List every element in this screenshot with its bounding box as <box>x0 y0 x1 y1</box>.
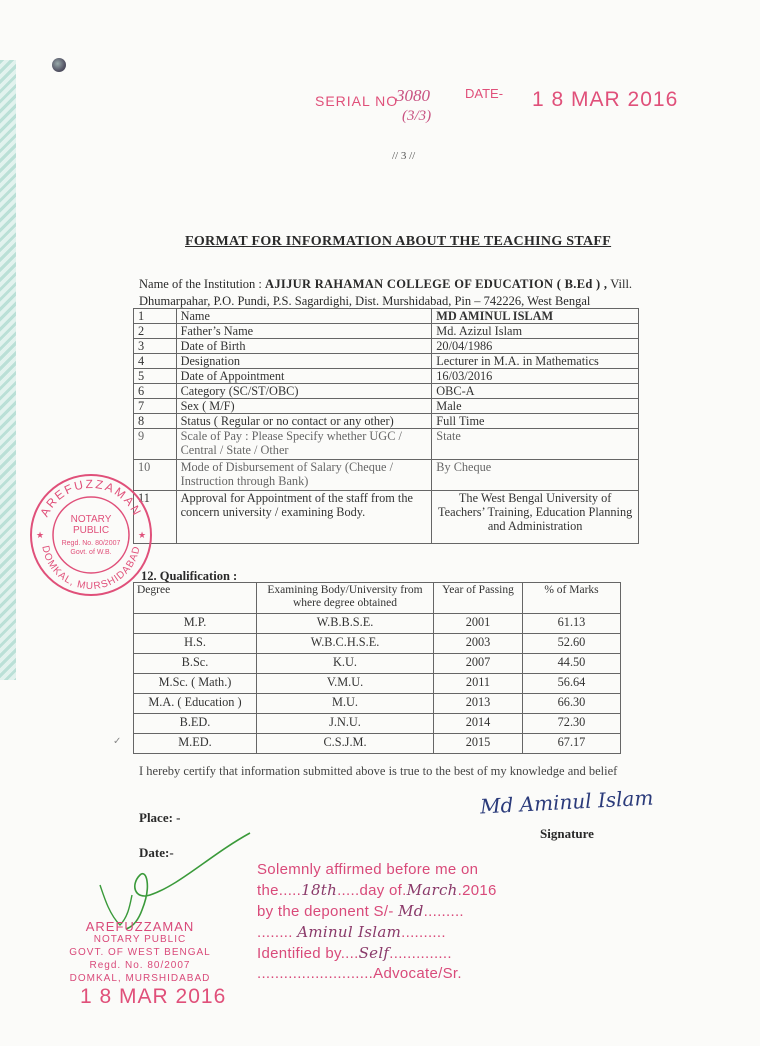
svg-text:AREFUZZAMAN <box>37 477 144 519</box>
qual-degree: M.ED. <box>134 734 257 754</box>
staff-row-number: 11 <box>134 491 177 544</box>
qual-year: 2011 <box>434 674 523 694</box>
tick-mark: ✓ <box>113 736 122 747</box>
qualification-row <box>134 614 621 634</box>
institution-address-1: Vill. <box>610 277 633 291</box>
date-stamp: 1 8 MAR 2016 <box>532 88 679 111</box>
staff-row-number: 8 <box>134 414 177 429</box>
qual-examining-body: J.N.U. <box>257 714 434 734</box>
staff-row-label: Designation <box>176 354 432 369</box>
affirm-deponent-1: Md <box>398 902 424 920</box>
staff-row-number: 4 <box>134 354 177 369</box>
page-number: // 3 // <box>392 150 416 162</box>
staff-row-label: Date of Birth <box>176 339 432 354</box>
staff-row-value: By Cheque <box>432 460 639 491</box>
qual-marks: 52.60 <box>523 634 621 654</box>
institution-label: Name of the Institution : <box>139 277 262 291</box>
staff-row-value: State <box>432 429 639 460</box>
notary-seal <box>26 470 156 605</box>
place-label: Place: - <box>139 810 181 825</box>
qual-degree: B.Sc. <box>134 654 257 674</box>
qualification-row <box>134 634 621 654</box>
notary-line-5: DOMKAL, MURSHIDABAD <box>69 973 211 984</box>
qual-degree: M.A. ( Education ) <box>134 694 257 714</box>
notary-line-3: GOVT. OF WEST BENGAL <box>69 947 211 958</box>
affirm-day: 18th <box>301 881 338 899</box>
staff-row-value: 20/04/1986 <box>432 339 639 354</box>
qual-examining-body: V.M.U. <box>257 674 434 694</box>
qual-examining-body: C.S.J.M. <box>257 734 434 754</box>
signature-label: Signature <box>540 826 594 841</box>
qual-year: 2007 <box>434 654 523 674</box>
staff-row <box>134 429 639 460</box>
staff-row-value: Full Time <box>432 414 639 429</box>
seal-bottom-text: DOMKAL, MURSHIDABAD <box>39 544 143 593</box>
staff-row-label: Approval for Appointment of the staff from the concern university / examining Body. <box>176 491 432 544</box>
staff-row <box>134 324 639 339</box>
seal-center-2: PUBLIC <box>72 525 110 536</box>
punch-hole <box>52 58 66 72</box>
qual-degree: H.S. <box>134 634 257 654</box>
affirm-line-4: ........ Aminul Islam.......... <box>257 923 446 941</box>
qual-examining-body: K.U. <box>257 654 434 674</box>
qual-marks: 67.17 <box>523 734 621 754</box>
seal-star-icon: ★ <box>36 530 45 540</box>
qual-marks: 56.64 <box>523 674 621 694</box>
staff-row <box>134 369 639 384</box>
signature-scrawl: Md Aminul Islam <box>479 785 654 819</box>
qual-year: 2015 <box>434 734 523 754</box>
staff-row-value: The West Bengal University of Teachers’ Training, Education Planning and Administration <box>432 491 639 544</box>
serial-number: 3080 <box>396 86 430 105</box>
staff-row <box>134 384 639 399</box>
qual-degree: M.Sc. ( Math.) <box>134 674 257 694</box>
staff-info-table <box>133 308 639 544</box>
date-field-label: Date:- <box>139 845 174 860</box>
staff-row <box>134 414 639 429</box>
staff-row-label: Name <box>176 309 432 324</box>
qualification-table <box>133 582 621 754</box>
notary-line-2: NOTARY PUBLIC <box>93 934 187 945</box>
staff-row-value: Male <box>432 399 639 414</box>
col-degree: Degree <box>134 583 257 614</box>
page-title: FORMAT FOR INFORMATION ABOUT THE TEACHING STAFF <box>185 234 612 249</box>
staff-row <box>134 491 639 544</box>
qualification-row <box>134 714 621 734</box>
notary-block <box>60 920 220 985</box>
col-marks: % of Marks <box>523 583 621 614</box>
staff-row-number: 6 <box>134 384 177 399</box>
affirm-line-1: Solemnly affirmed before me on <box>257 861 479 878</box>
qual-degree: M.P. <box>134 614 257 634</box>
serial-label: SERIAL NO <box>315 93 399 109</box>
qualification-row <box>134 734 621 754</box>
seal-star-icon: ★ <box>138 530 147 540</box>
qual-year: 2003 <box>434 634 523 654</box>
staff-row-number: 1 <box>134 309 177 324</box>
staff-row-value: 16/03/2016 <box>432 369 639 384</box>
seal-center-4: Govt. of W.B. <box>70 549 112 556</box>
staff-row-label: Sex ( M/F) <box>176 399 432 414</box>
affirm-line-3: by the deponent S/- Md......... <box>257 902 464 920</box>
affirm-line-2: the.....18th.....day of.March.2016 <box>257 881 497 899</box>
qualification-row <box>134 674 621 694</box>
staff-row-number: 3 <box>134 339 177 354</box>
staff-row-number: 5 <box>134 369 177 384</box>
qualification-row <box>134 694 621 714</box>
staff-row-number: 2 <box>134 324 177 339</box>
seal-center-1: NOTARY <box>70 514 112 525</box>
staff-row-value: Md. Azizul Islam <box>432 324 639 339</box>
staff-row <box>134 309 639 324</box>
notary-line-4: Regd. No. 80/2007 <box>89 960 191 971</box>
staff-row-label: Scale of Pay : Please Specify whether UGC / Central / State / Other <box>176 429 432 460</box>
qual-year: 2013 <box>434 694 523 714</box>
qual-examining-body: W.B.C.H.S.E. <box>257 634 434 654</box>
staff-row-value: MD AMINUL ISLAM <box>432 309 639 324</box>
seal-top-text: AREFUZZAMAN <box>37 476 145 520</box>
qualification-header-row <box>134 583 621 614</box>
staff-row-label: Status ( Regular or no contact or any other) <box>176 414 432 429</box>
staff-row-label: Father’s Name <box>176 324 432 339</box>
qual-marks: 72.30 <box>523 714 621 734</box>
qual-examining-body: W.B.B.S.E. <box>257 614 434 634</box>
staff-row-label: Date of Appointment <box>176 369 432 384</box>
qual-degree: B.ED. <box>134 714 257 734</box>
institution-address-2: Dhumarpahar, P.O. Pundi, P.S. Sagardighi, Dist. Murshidabad, Pin – 742226, West Bengal <box>139 294 591 308</box>
serial-fraction: (3/3) <box>402 108 432 124</box>
staff-row-number: 10 <box>134 460 177 491</box>
affirm-line-5: Identified by....Self.............. <box>257 944 452 962</box>
affirm-month: March <box>406 881 458 899</box>
affirm-line-6: ..........................Advocate/Sr. <box>257 965 462 982</box>
seal-center-3: Regd. No. 80/2007 <box>61 540 121 547</box>
staff-row-value: Lecturer in M.A. in Mathematics <box>432 354 639 369</box>
col-year: Year of Passing <box>434 583 523 614</box>
affirm-deponent-2: Aminul Islam <box>297 923 402 941</box>
staff-row-number: 7 <box>134 399 177 414</box>
affirmation-stamp <box>257 860 497 984</box>
qual-examining-body: M.U. <box>257 694 434 714</box>
notary-date-stamp: 1 8 MAR 2016 <box>80 985 227 1008</box>
affirm-identified: Self <box>358 944 390 962</box>
notary-name: AREFUZZAMAN <box>85 919 195 934</box>
staff-row-value: OBC-A <box>432 384 639 399</box>
certification-text: I hereby certify that information submitted above is true to the best of my knowledge and belief <box>139 764 618 778</box>
staff-row <box>134 339 639 354</box>
staff-row <box>134 460 639 491</box>
qual-marks: 66.30 <box>523 694 621 714</box>
staff-row-number: 9 <box>134 429 177 460</box>
staff-row <box>134 354 639 369</box>
date-label: DATE- <box>465 86 504 101</box>
qual-year: 2001 <box>434 614 523 634</box>
qual-marks: 44.50 <box>523 654 621 674</box>
staff-row-label: Category (SC/ST/OBC) <box>176 384 432 399</box>
col-examining-body: Examining Body/University from where degree obtained <box>257 583 434 614</box>
qual-marks: 61.13 <box>523 614 621 634</box>
institution-name: AJIJUR RAHAMAN COLLEGE OF EDUCATION ( B.Ed ) , <box>265 277 608 291</box>
institution-info <box>139 276 699 310</box>
staff-row-label: Mode of Disbursement of Salary (Cheque / Instruction through Bank) <box>176 460 432 491</box>
qualification-heading: 12. Qualification : <box>141 569 238 583</box>
left-edge-strip <box>0 60 16 680</box>
qual-year: 2014 <box>434 714 523 734</box>
staff-row <box>134 399 639 414</box>
qualification-row <box>134 654 621 674</box>
